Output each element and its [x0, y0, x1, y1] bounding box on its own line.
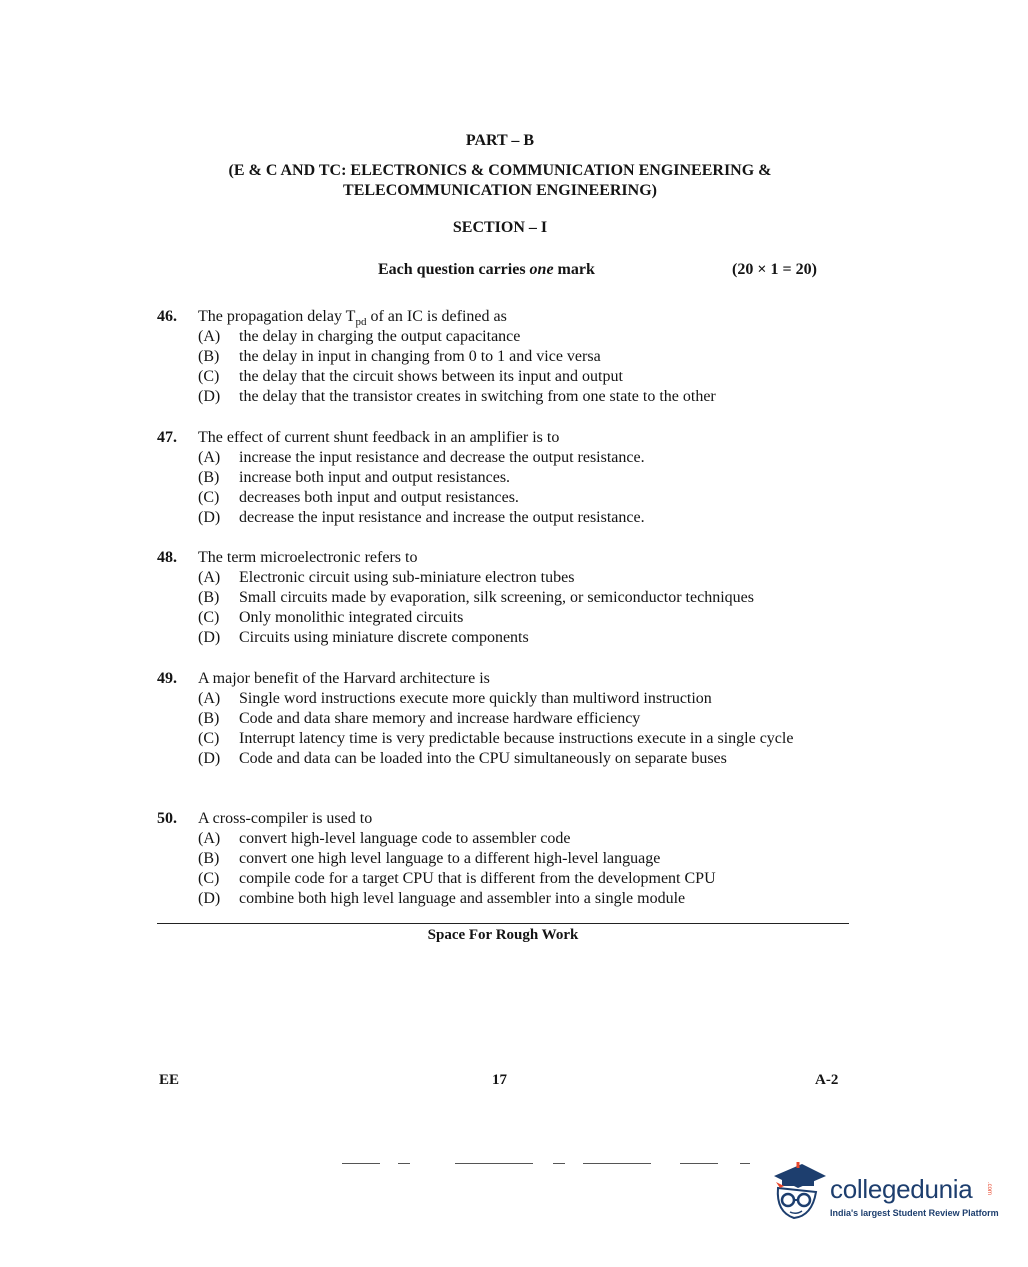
brand-name: collegedunia — [830, 1174, 973, 1204]
footer-code: EE — [159, 1072, 180, 1088]
option-letter: (B) — [198, 469, 220, 486]
brand-suffix: .com — [986, 1182, 992, 1196]
footer-booklet: A-2 — [815, 1072, 839, 1088]
options-list — [198, 829, 848, 909]
option-letter: (B) — [198, 589, 220, 606]
question-text-subscript: pd — [355, 316, 367, 329]
option-b — [198, 347, 848, 367]
question-text: A major benefit of the Harvard architecture is — [198, 670, 490, 687]
option-c — [198, 869, 848, 889]
option-text: Small circuits made by evaporation, silk screening, or semiconductor techniques — [239, 589, 754, 606]
option-d — [198, 628, 848, 648]
question-text-main: The propagation delay T — [198, 308, 356, 325]
question-text: The term microelectronic refers to — [198, 549, 418, 566]
option-letter: (C) — [198, 489, 220, 506]
option-c — [198, 729, 848, 749]
question-number: 49. — [157, 670, 177, 687]
subject-title-line-2: TELECOMMUNICATION ENGINEERING) — [343, 182, 657, 199]
collegedunia-brand — [768, 1160, 1008, 1224]
option-d — [198, 508, 848, 528]
brand-tagline: India's largest Student Review Platform — [830, 1208, 999, 1218]
option-letter: (C) — [198, 368, 220, 385]
scan-dash — [553, 1163, 565, 1164]
option-b — [198, 849, 848, 869]
rough-work-divider — [157, 923, 849, 924]
question-text: A cross-compiler is used to — [198, 810, 373, 827]
option-text: compile code for a target CPU that is different from the development CPU — [239, 870, 716, 887]
option-text: increase both input and output resistances. — [239, 469, 511, 486]
question-text-rest: of an IC is defined as — [366, 308, 507, 325]
rough-work-label: Space For Rough Work — [427, 927, 579, 943]
marks-row — [0, 261, 1028, 281]
marks-note-suffix: mark — [553, 261, 595, 278]
option-letter: (A) — [198, 328, 221, 345]
option-c — [198, 608, 848, 628]
option-b — [198, 709, 848, 729]
section-title: SECTION – I — [452, 219, 548, 236]
option-a — [198, 327, 848, 347]
page-number: 17 — [492, 1072, 507, 1088]
option-letter: (A) — [198, 690, 221, 707]
option-letter: (A) — [198, 449, 221, 466]
student-face-logo-icon — [768, 1160, 828, 1224]
part-title: PART – B — [465, 132, 535, 149]
scan-dash — [342, 1163, 380, 1164]
question-number: 46. — [157, 308, 177, 325]
option-text: increase the input resistance and decrease the output resistance. — [239, 449, 645, 466]
option-text: decreases both input and output resistances. — [239, 489, 519, 506]
question-text: The effect of current shunt feedback in an amplifier is to — [198, 429, 560, 446]
option-text: decrease the input resistance and increase the output resistance. — [239, 509, 645, 526]
option-text: Single word instructions execute more quickly than multiword instruction — [239, 690, 712, 707]
options-list — [198, 327, 848, 407]
option-b — [198, 588, 848, 608]
option-d — [198, 889, 848, 909]
option-letter: (C) — [198, 730, 220, 747]
option-letter: (B) — [198, 710, 220, 727]
subject-title-line-1: (E & C AND TC: ELECTRONICS & COMMUNICATION ENGINEERING & — [228, 162, 772, 179]
option-text: the delay that the transistor creates in switching from one state to the other — [239, 388, 716, 405]
scan-dash — [398, 1163, 410, 1164]
option-c — [198, 488, 848, 508]
option-d — [198, 387, 848, 407]
option-letter: (D) — [198, 750, 221, 767]
option-text: Electronic circuit using sub-miniature electron tubes — [239, 569, 575, 586]
option-text: Code and data can be loaded into the CPU simultaneously on separate buses — [239, 750, 727, 767]
option-text: the delay in charging the output capacitance — [239, 328, 521, 345]
option-letter: (B) — [198, 348, 220, 365]
option-text: the delay that the circuit shows between its input and output — [239, 368, 623, 385]
option-letter: (D) — [198, 890, 221, 907]
scan-dash — [740, 1163, 750, 1164]
scan-dash — [455, 1163, 533, 1164]
options-list — [198, 568, 848, 648]
option-text: Circuits using miniature discrete components — [239, 629, 529, 646]
marks-note-emphasis: one — [529, 261, 554, 278]
option-letter: (D) — [198, 509, 221, 526]
option-text: combine both high level language and assembler into a single module — [239, 890, 686, 907]
option-letter: (A) — [198, 830, 221, 847]
marks-note — [378, 261, 595, 279]
option-text: the delay in input in changing from 0 to 1 and vice versa — [239, 348, 601, 365]
option-a — [198, 689, 848, 709]
options-list — [198, 689, 848, 769]
option-text: Only monolithic integrated circuits — [239, 609, 464, 626]
question-number: 48. — [157, 549, 177, 566]
option-a — [198, 448, 848, 468]
scan-dash — [680, 1163, 718, 1164]
option-b — [198, 468, 848, 488]
question-number: 47. — [157, 429, 177, 446]
options-list — [198, 448, 848, 528]
option-letter: (B) — [198, 850, 220, 867]
option-text: convert one high level language to a different high-level language — [239, 850, 661, 867]
option-text: convert high-level language code to assembler code — [239, 830, 571, 847]
scan-dash — [583, 1163, 651, 1164]
option-letter: (C) — [198, 609, 220, 626]
marks-calculation: (20 × 1 = 20) — [732, 261, 817, 278]
option-letter: (D) — [198, 388, 221, 405]
option-text: Code and data share memory and increase hardware efficiency — [239, 710, 641, 727]
option-a — [198, 829, 848, 849]
option-letter: (A) — [198, 569, 221, 586]
option-c — [198, 367, 848, 387]
option-letter: (D) — [198, 629, 221, 646]
option-letter: (C) — [198, 870, 220, 887]
marks-note-prefix: Each question carries — [378, 261, 530, 278]
option-d — [198, 749, 848, 769]
option-text: Interrupt latency time is very predictable because instructions execute in a single cycle — [239, 730, 794, 747]
option-a — [198, 568, 848, 588]
question-number: 50. — [157, 810, 177, 827]
